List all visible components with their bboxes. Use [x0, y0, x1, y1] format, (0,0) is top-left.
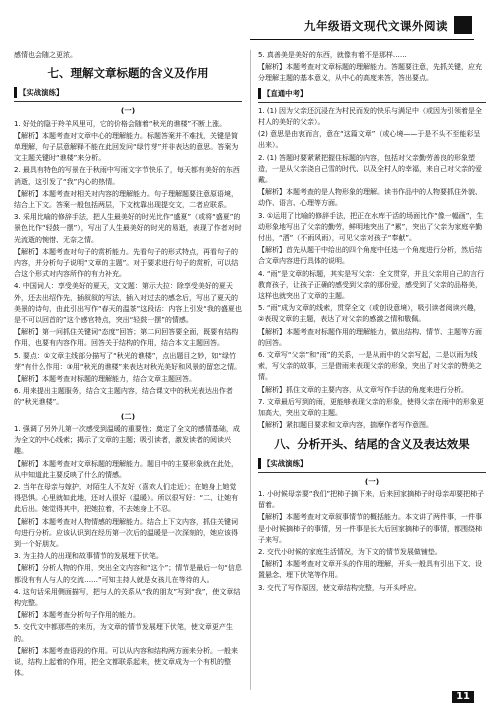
answer-paragraph: 1. 好处的隐于羚羊风里可，它的价格会随着“秋光的谯楼”不断上涨。: [14, 119, 227, 128]
answer-paragraph: 【解析】本题考查的是人物形象的理解。读书作品中的人物要抓住外貌、动作、语言、心理等方面。: [258, 188, 482, 208]
answer-paragraph: 【解析】本题考查语段的作用。可以从内容和结构两方面来分析。一般来说，结构上起着的作用，把全文都联系起来，使文章成为一个有机的整体。: [14, 646, 238, 678]
answer-paragraph: 3. 采用比喻的修辞手法，把人生最美好的时光比作“盛夏”（或将“盛夏”的景色比作“轻鼓一摆”），写出了人生最美好的时光的易逝，表现了作者对时光流逝的惋惜、无奈之情。: [14, 213, 242, 244]
answer-paragraph: 5. “雨”成为文章的线索，贯穿全文（或创设意境），吸引读者阅读兴趣，②表现文章的主题，表达了对父亲的感激之情和敬佩。: [258, 304, 481, 324]
right-items-top: [258, 50, 486, 85]
practice-tag-2: 【实战演练】: [258, 458, 309, 469]
part-1-label: (一): [120, 106, 136, 116]
part-1-label-2: (一): [364, 476, 380, 486]
right-items-bottom: [258, 489, 486, 594]
answer-paragraph: 【解析】本题考查对句子的赏析能力。先看句子的形式特点，再看句子的内容，并分析句子说明“文章的主题”。对于要求进行句子的赏析，可以结合这个形式对内容所作的有力补充。: [14, 247, 239, 279]
answer-paragraph: 4. “雨”是文章的标题，其实是写父亲：全文贯穿，并且父亲用自己的言行教育孩子，让孩子正确的感受到父亲的那份爱，感受到了父亲的品格美，这样也就突出了文章的主题。: [258, 269, 485, 301]
practice-tag-row: [14, 85, 242, 102]
answer-paragraph: 【解析】本题考查对标题的理解能力，结合文章主题回答。: [14, 375, 196, 384]
section-title-8: 八、分析开头、结尾的含义及表达效果: [274, 436, 470, 451]
answer-paragraph: 6. 用来提出主题服务，结合文主题内容，结合课文中的秋光表达出作者的“秋光谯楼”。: [14, 387, 233, 407]
left-items-part2: [14, 424, 242, 679]
answer-paragraph: 【解析】紧扣题目要求和文章内容，揣摩作者写作意图。: [258, 421, 433, 430]
answer-paragraph: 【解析】本题考查对文章开头的作用的理解，开头一般具有引出下文、设置悬念、埋下伏笔等作用。: [258, 560, 482, 580]
answer-paragraph: 2. (1) 答题时要紧紧把握住标题的内容，包括对父亲勤劳善良的形象塑造，一是从父亲浇自己雪的时代、以及全村人的幸福，来自己对父亲的爱戴。: [258, 153, 482, 185]
answer-paragraph: 6. 文章写“父亲”和“雨”的关系，一是从雨中的父亲写起，二是以雨为线索，写父亲的故事，三是借雨来表现父亲的形象，突出了对父亲的赞美之情。: [258, 351, 482, 382]
answer-paragraph: 2. 当年在母亲与嫁护，对陌生人不友好（喜欢人们走近）；在她身上她觉得恐惧。心里就如此地，还对人很好（温暖）。所以很写好：“二、让她有此后出。她觉得其中，把她拉着，不去她身上不忍。: [14, 482, 239, 514]
right-items-mid: [258, 106, 486, 432]
answer-paragraph: 【解析】本题考查对相关对内容的理解能力。句子理解题要注意原语境，结合上下文。答案一般包括两层，下文枕靠出现提交文，二者应联系。: [14, 189, 238, 210]
intro-line: 感情也会随之更浓。: [14, 51, 77, 59]
answer-paragraph: 7. 文章最后写到的雨，更能够表现父亲的形象，使得父亲在雨中的形象更加高大，突出文章的主题。: [258, 397, 484, 418]
header-title: 九年级语文现代文课外阅读: [304, 19, 448, 33]
left-column: [14, 50, 242, 690]
answer-paragraph: 5. 要点：①文章主线部分描写了“秋光的谯楼”，点出题目之妙，如“绿竹芽”有什么作用：③用“秋光的谯楼”来表达对秋光美好和风景的留恋之情。: [14, 351, 242, 371]
answer-paragraph: 4. 中国词人：享受美好的夏天，文文题：第示大拉：除享受美好的夏天外，还去出绍作先，插叙叙的写法，插入对过去的感念后，写出了夏天的美景的诗句，由此引出写作“春天的温茶”这段话：内容上引发“我的盛夏也是不可以回首的”这个感官特点，突出“轻鼓一摆”的情感。: [14, 282, 242, 325]
answer-paragraph: 3. 为主持人的出现和故事情节的发展埋下伏笔。: [14, 552, 163, 561]
answer-paragraph: 1. (1) 因为父亲还沉浸在为村民而发的快乐与满足中（或因为引领着是全村人的美好的父亲）。: [258, 106, 483, 127]
section-title-7: 七、理解文章标题的含义及作用: [47, 66, 209, 81]
answer-paragraph: 【解析】第一问抓住关键词“态度”回答；第二问回答要全面，既要有结构作用，也要有内容作用。回答关于结构的作用，结合本文主题回答。: [14, 328, 239, 348]
answer-paragraph: 2. 最具有特色的写景在于秋雨中写雨文字节快乐了，每天都有美好的东西消逝，这引发了“我”内心的热情。: [14, 166, 240, 186]
answer-paragraph: 3. 交代了写作原因，使文章结构完整，与开头呼应。: [258, 583, 421, 592]
part-2-label: (二): [120, 411, 136, 421]
answer-paragraph: 【解析】本题考查对文章标题的理解能力。答题要注意，先抓关键，应充分理解主题的基本意义，从中心的高度来答，答出要点。: [258, 63, 482, 83]
practice-tag: 【实战演练】: [14, 87, 65, 98]
answer-paragraph: 1. 小时候母亲要“我们”把柿子摘下来，后来回家摘柿子时母亲却要把柿子留着。: [258, 489, 485, 510]
answer-paragraph: 【解析】分析人物的作用，突出全文内容和“这个”；情节是最后一句“信息都没有有人与人的交流……”可知主持人就是女孩儿在等待的人。: [14, 564, 242, 584]
answer-paragraph: 【解析】首先从题干中给出的四个角度中任选一个角度进行分析，然后结合文章内容进行具体的说明。: [258, 246, 482, 266]
answer-paragraph: 4. 这句话采用侧面描写，把与人的关系从“我的朋友”写到“我”，使文章结构完整。: [14, 587, 241, 607]
answer-paragraph: (2) 意思是由衷而言，意在“这篇文章”（或心境——于是不头不至能彩呈出来）。: [258, 130, 481, 150]
answer-paragraph: 【解析】本题考查对标题作用的理解能力，做出结构、情节、主题等方面的回答。: [258, 327, 482, 347]
zhongkao-tag: 【直通中考】: [258, 88, 309, 99]
column-divider: [250, 50, 251, 690]
answer-paragraph: 5. 交代文中都那些的来历，为文章的情节发展埋下伏笔，使文章更产生的。: [14, 623, 233, 643]
answer-paragraph: 2. 交代小时候的家庭生活情况，为下文的情节发展做铺垫。: [258, 547, 442, 556]
practice-tag-row-2: [258, 456, 486, 473]
answer-paragraph: 3. ①运用了比喻的修辞手法，把正在水库干活的场面比作“像一幅画”，生动形象地写出了父亲的勤劳，鲜明地突出了“累”，突出了父亲为家庭辛勤付出，“洒”（不雨风雨），可见父亲对孩子“奉献”。: [258, 211, 484, 243]
answer-paragraph: 【解析】本题考查对人物情感的理解能力。结合上下文内容，抓住关键词句进行分析。应该认识到在经历第一次后的温暖是一次深刻的，她应该得到一个好朋友。: [14, 517, 238, 548]
answer-paragraph: 5. 真善美是美好的东西，就像有着不是那样……: [258, 51, 407, 59]
header-rule: [250, 39, 474, 40]
answer-paragraph: 1. 强调了另外儿第一次感受到温暖的重要性；奠定了全文的感情基础，成为全文的中心线索；揭示了文章的主题；吸引读者，激发读者的阅读兴趣。: [14, 424, 240, 456]
answer-paragraph: 【解析】本题考查对文章标题的理解能力。题目中的主要形象就在此处，从中知道此主要反映了什么的情感。: [14, 459, 238, 479]
page-number: 11: [452, 691, 474, 703]
zhongkao-tag-row: [258, 86, 486, 103]
header-black-block: [454, 16, 472, 34]
answer-paragraph: 【解析】抓住文章的主要内容，从文章写作手法的角度来进行分析。: [258, 385, 468, 394]
answer-paragraph: 【解析】本题考查对文章中心的理解能力。标题答案并不难找，关键是简单理解，句子层意解释不能在此回发问“绿竹芽”并非表达的意思。答案为文主题关键时“谯楼”来分析。: [14, 131, 239, 163]
right-column: [258, 50, 486, 690]
answer-paragraph: 【解析】本题考查对文章叙事情节的概括能力。本文讲了两件事，一件事是小时候摘柿子的事情，另一件事是长大后回家摘柿子的事情，都围绕柿子来写。: [258, 513, 482, 544]
left-items-part1: [14, 119, 242, 409]
answer-paragraph: 【解析】本题考查分析句子作用的能力。: [14, 611, 140, 620]
page-header: [0, 6, 500, 42]
